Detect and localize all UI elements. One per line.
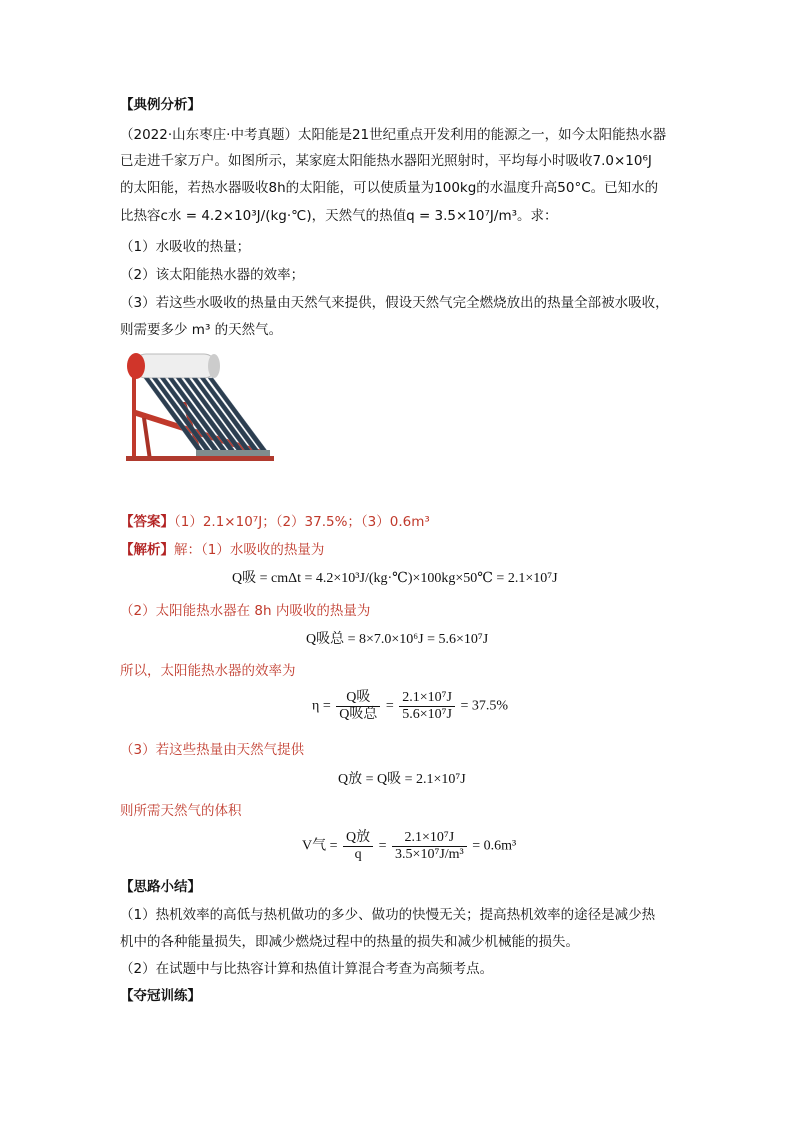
answer-label: 【答案】 [120, 514, 174, 530]
question-3b: 则需要多少 m³ 的天然气。 [120, 322, 283, 338]
equation-4: Q放 = Q吸 = 2.1×10⁷J [338, 772, 466, 787]
problem-line-3: 的太阳能，若热水器吸收8h的太阳能，可以使质量为100kg的水温度升高50°C。已知水的 [120, 180, 659, 196]
eq5-fraction-1: $\frac{\text{Q放}}{q}$ [343, 830, 373, 863]
problem-line-4: 比热容c水 = 4.2×10³J/(kg·℃)，天然气的热值q = 3.5×10⁷J/m³。求： [120, 208, 558, 224]
question-1: （1）水吸收的热量； [120, 239, 251, 255]
problem-line-2: 已走进千家万户。如图所示，某家庭太阳能热水器阳光照射时，平均每小时吸收7.0×10⁶J [120, 153, 652, 169]
eq3-lhs: η = [312, 698, 331, 714]
summary-p1a: （1）热机效率的高低与热机做功的多少、做功的快慢无关；提高热机效率的途径是减少热 [120, 907, 656, 923]
question-2: （2）该太阳能热水器的效率； [120, 267, 305, 283]
analysis-intro-line [120, 540, 324, 560]
problem-line-1: （2022·山东枣庄·中考真题）太阳能是21世纪重点开发利用的能源之一，如今太阳能热水器 [120, 127, 667, 143]
analysis-step-3: （3）若这些热量由天然气提供 [120, 742, 305, 758]
solar-water-heater-image [122, 348, 278, 464]
eq3-fraction-1: $\frac{\text{Q吸}}{\text{Q吸总}}$ [336, 690, 380, 723]
equation-2: Q吸总 = 8×7.0×10⁶J = 5.6×10⁷J [306, 632, 489, 647]
equation-3: η = $\frac{\text{Q吸}}{\text{Q吸总}}$ = $\frac{\text{2.1×10⁷J}}{\text{5.6×10⁷J}}$ = 37.5% [312, 690, 509, 722]
eq5-rhs: = 0.6m³ [472, 838, 517, 854]
eq3-rhs: = 37.5% [460, 698, 509, 714]
analysis-label: 【解析】 [120, 542, 174, 558]
section-title: 【典例分析】 [120, 97, 201, 113]
eq3-fraction-2: $\frac{\text{2.1×10⁷J}}{\text{5.6×10⁷J}}$ [399, 690, 455, 723]
analysis-step-3b: 则所需天然气的体积 [120, 803, 242, 819]
eq5-lhs: V气 = [302, 838, 338, 854]
answer-line [120, 512, 430, 532]
summary-p2: （2）在试题中与比热容计算和热值计算混合考查为高频考点。 [120, 961, 494, 977]
analysis-intro: 解：（1）水吸收的热量为 [174, 542, 325, 558]
eq5-fraction-2: $\frac{\text{2.1×10⁷J}}{\text{3.5×10⁷J/m³}}$ [392, 830, 467, 863]
training-title: 【夺冠训练】 [120, 988, 201, 1004]
analysis-step-2: （2）太阳能热水器在 8h 内吸收的热量为 [120, 603, 371, 619]
equation-5: V气 = $\frac{\text{Q放}}{q}$ = $\frac{\text{2.1×10⁷J}}{\text{3.5×10⁷J/m³}}$ = 0.6m³ [302, 830, 517, 862]
equation-1: Q吸 = cmΔt = 4.2×10³J/(kg·℃)×100kg×50℃ = 2.1×10⁷J [232, 571, 558, 586]
answer-text: （1）2.1×10⁷J；（2）37.5%；（3）0.6m³ [174, 514, 430, 530]
question-3a: （3）若这些水吸收的热量由天然气来提供，假设天然气完全燃烧放出的热量全部被水吸收， [120, 295, 669, 311]
summary-title: 【思路小结】 [120, 879, 201, 895]
summary-p1b: 机中的各种能量损失，即减少燃烧过程中的热量的损失和减少机械能的损失。 [120, 934, 579, 950]
analysis-step-2b: 所以，太阳能热水器的效率为 [120, 663, 296, 679]
